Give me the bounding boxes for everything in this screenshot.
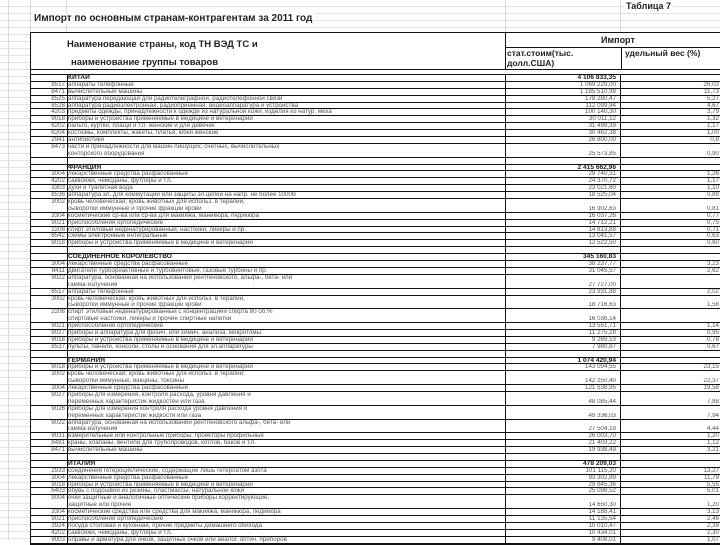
- code-cell: 4203: [51, 109, 65, 116]
- share-cell: 13,27: [703, 467, 719, 474]
- share-cell: 0,90: [706, 150, 719, 157]
- value-cell: 142 250,40: [585, 378, 616, 385]
- value-cell: 18 525,04: [588, 192, 616, 199]
- share-cell: 0,67: [706, 343, 719, 350]
- code-cell: 2208: [51, 226, 65, 233]
- table-row: [31, 385, 720, 392]
- share-cell: 0,77: [706, 212, 719, 219]
- code-cell: 3004: [51, 171, 65, 178]
- name-cell: кровь человеческая; кровь животных для использ. в терапии,: [68, 295, 245, 302]
- value-cell: 23 021,60: [588, 185, 616, 192]
- name-cell: косметические средства или средства для макияжа, маникюра, педикюра: [68, 509, 281, 516]
- code-cell: 6202: [51, 123, 65, 130]
- table-row: [31, 495, 720, 502]
- value-cell: 16 036,14: [588, 316, 616, 323]
- name-cell: приборы и устройства применяемые в медицине и ветеринарии: [68, 364, 253, 371]
- table-row: [31, 116, 720, 123]
- share-cell: 0,75: [706, 219, 719, 226]
- value-cell: 478 209,03: [582, 460, 616, 467]
- table-row: [31, 475, 720, 482]
- share-cell: 1,07: [706, 536, 719, 543]
- table-row: [31, 447, 720, 454]
- share-cell: 2,39: [706, 522, 719, 529]
- value-cell: 14 650,30: [588, 502, 616, 509]
- name-cell: гамма-излучения: [68, 281, 118, 288]
- share-cell: 0,95: [706, 329, 719, 336]
- code-cell: 4202: [51, 178, 65, 185]
- code-cell: 8536: [51, 192, 65, 199]
- value-cell: 9 408,01: [591, 536, 616, 543]
- table-header: [31, 33, 720, 70]
- name-cell: приборы и устройства применяемые в медицине и ветеринарии: [68, 240, 253, 247]
- name-cell: аппаратура передающая для радиотелеграфной, радиотелефонной связи: [68, 95, 283, 102]
- share-cell: 4,44: [706, 426, 719, 433]
- code-cell: 8525: [51, 95, 65, 102]
- name-cell: КИТАЙ: [68, 75, 90, 81]
- value-cell: 11 275,28: [588, 329, 616, 336]
- name-cell: приспособления ортопедические: [68, 323, 164, 330]
- code-cell: 9027: [51, 391, 65, 398]
- country-row: [31, 75, 720, 82]
- name-cell: лекарственные средства расфасованные: [68, 171, 189, 178]
- code-cell: 9022: [51, 419, 65, 426]
- share-cell: 1,58: [706, 302, 719, 309]
- name-cell: сыворотки иммунные, вакцины, токсины: [68, 378, 185, 385]
- table-row: [31, 96, 720, 103]
- country-row: [31, 358, 720, 365]
- name-cell: лекарственные средства расфасованные: [68, 474, 189, 481]
- code-cell: 8473: [51, 143, 65, 150]
- value-cell: 13 041,57: [588, 233, 616, 240]
- name-cell: аппаратура эл. для коммутации или защиты эл.цепей на напр. не более 1000В: [68, 192, 296, 199]
- name-cell: приборы и устройства применяемые в медицине и ветеринарии: [68, 481, 253, 488]
- code-cell: 2941: [51, 137, 65, 144]
- value-cell: 25 098,52: [588, 488, 616, 495]
- value-cell: 7 980,87: [591, 343, 616, 350]
- table-row: [31, 103, 720, 110]
- table-row: [31, 378, 720, 385]
- table-row: [31, 537, 720, 544]
- code-cell: 8471: [51, 88, 65, 95]
- share-cell: 3,21: [706, 447, 719, 454]
- share-cell: 3,23: [706, 261, 719, 268]
- value-cell: 11 135,54: [588, 516, 616, 522]
- share-cell: 5,55: [706, 481, 719, 488]
- empty-row: [31, 247, 720, 254]
- document-title: Импорт по основным странам-контрагентам за 2011 год: [34, 13, 313, 24]
- share-cell: 2,02: [706, 288, 719, 295]
- country-row: [31, 461, 720, 468]
- name-cell: гамма-излучения: [68, 426, 118, 433]
- table-row: [31, 199, 720, 206]
- share-cell: 1,32: [706, 116, 719, 123]
- code-cell: 6403: [51, 488, 65, 495]
- table-row: [31, 123, 720, 130]
- name-cell: аппараты телефонные: [68, 81, 134, 88]
- name-cell: двигатели турбореактивные и турбовинтовые, газовые турбины и пр.: [68, 267, 268, 274]
- table-body: [31, 75, 720, 544]
- table-row: [31, 364, 720, 371]
- table-row: [31, 151, 720, 158]
- share-cell: 1,26: [706, 171, 719, 178]
- value-cell: 29 740,31: [588, 171, 616, 178]
- name-cell: пульты, панели, консоли, столы и основания для эл.аппаратуры: [68, 343, 253, 350]
- table-row: [31, 406, 720, 413]
- code-cell: 9021: [51, 219, 65, 226]
- share-cell: 5,01: [706, 488, 719, 495]
- value-cell: 2 415 662,96: [577, 164, 616, 171]
- header-import: [505, 33, 720, 48]
- name-cell: вычислительные машины: [68, 447, 143, 454]
- value-cell: 30 462,38: [588, 130, 616, 137]
- header-name-line2: наименование группы товаров: [71, 57, 219, 68]
- code-cell: 9021: [51, 323, 65, 330]
- table-row: [31, 289, 720, 296]
- share-cell: 0,78: [706, 336, 719, 343]
- table-row: [31, 309, 720, 316]
- code-cell: 6204: [51, 130, 65, 137]
- value-cell: 31 499,39: [588, 123, 616, 130]
- table-row: [31, 488, 720, 495]
- value-cell: 12 522,50: [588, 240, 616, 247]
- name-cell: очки защитные и аналогичные оптические приборы корректирующие,: [68, 495, 270, 502]
- share-cell: 1,12: [706, 440, 719, 447]
- share-cell: 26,03: [703, 81, 719, 88]
- share-cell: 0,63: [706, 233, 719, 240]
- name-cell: защитные или прочие: [68, 502, 132, 509]
- share-cell: 22,37: [703, 378, 719, 385]
- table-row: [31, 523, 720, 530]
- table-row: [31, 137, 720, 144]
- empty-row: [31, 454, 720, 461]
- header-share-col: удельный вес (%): [621, 48, 720, 69]
- value-cell: 31 045,57: [588, 267, 616, 274]
- share-cell: 19,58: [703, 385, 719, 392]
- table-row: [31, 261, 720, 268]
- value-cell: 25 573,85: [588, 150, 616, 157]
- value-cell: 345 160,83: [582, 254, 616, 261]
- share-cell: 7,88: [706, 398, 719, 405]
- name-cell: приборы и устройства применяемые в медицине и ветеринарии: [68, 116, 253, 123]
- name-cell: схемы электронные интегральные: [68, 233, 168, 240]
- code-cell: 8517: [51, 81, 65, 88]
- share-cell: 0,71: [706, 226, 719, 233]
- code-cell: 8481: [51, 440, 65, 447]
- code-cell: 8537: [51, 343, 65, 350]
- name-cell: лекарственные средства расфасованные: [68, 261, 189, 268]
- code-cell: 9022: [51, 274, 65, 281]
- table-row: [31, 468, 720, 475]
- value-cell: 101 115,20: [585, 467, 616, 474]
- sheet-gridline: [8, 0, 9, 540]
- name-cell: переменных характеристик жидкостей или газа: [68, 398, 205, 405]
- table-row: [31, 89, 720, 96]
- value-cell: 112 099,94: [585, 102, 616, 109]
- value-cell: 19 938,49: [588, 447, 616, 454]
- code-cell: 3304: [51, 509, 65, 516]
- share-cell: 0,8: [710, 137, 719, 144]
- table-row: [31, 323, 720, 330]
- share-cell: 11,79: [703, 474, 719, 481]
- table-number: Таблица 7: [626, 1, 672, 11]
- name-cell: СОЕДИНЕННОЕ КОРОЛЕВСТВО: [68, 254, 172, 261]
- code-cell: 9027: [51, 329, 65, 336]
- name-cell: посуда столовая и кухонная, прочие предметы домашнего обихода: [68, 522, 262, 529]
- value-cell: 143 094,55: [585, 364, 616, 371]
- table-row: [31, 302, 720, 309]
- value-cell: 178 280,47: [585, 95, 616, 102]
- value-cell: 24 370,72: [588, 178, 616, 185]
- name-cell: краны, клапаны, вентили для трубопроводов, котлов, баков и т.п.: [68, 440, 256, 447]
- name-cell: кровь человеческая; кровь животных для использ. в терапии;: [68, 371, 245, 378]
- name-cell: переменных характеристик жидкости или газа: [68, 412, 202, 419]
- name-cell: лекарственные средства расфасованные: [68, 385, 189, 392]
- empty-row: [31, 351, 720, 358]
- value-cell: 100 140,30: [585, 109, 616, 116]
- code-cell: 9018: [51, 240, 65, 247]
- header-name-cell: [31, 33, 506, 69]
- code-cell: 2933: [51, 467, 65, 474]
- table-row: [31, 275, 720, 282]
- table-row: [31, 206, 720, 213]
- share-cell: 1,17: [706, 178, 719, 185]
- name-cell: спирт этиловый неденатурированный, настойки, ликеры и пр.: [68, 226, 246, 233]
- header-name-line1: Наименование страны, код ТН ВЭД ТС и: [67, 39, 258, 50]
- code-cell: 3004: [51, 261, 65, 268]
- share-cell: 1,00: [706, 130, 719, 137]
- name-cell: спирт этиловый неденатурированный с концентрацией спирта 80 об.%: [68, 309, 273, 316]
- value-cell: 4 106 833,35: [577, 75, 616, 81]
- table-row: [31, 296, 720, 303]
- name-cell: приспособления ортопедические: [68, 219, 164, 226]
- name-cell: аппаратура радиоэлектронная, радиоприемная, видеоаппаратура и устройства: [68, 102, 299, 109]
- value-cell: 14 813,88: [588, 226, 616, 233]
- value-cell: 1 074 420,94: [577, 357, 616, 364]
- table-row: [31, 509, 720, 516]
- table-row: [31, 185, 720, 192]
- table-row: [31, 371, 720, 378]
- share-cell: 1,10: [706, 185, 719, 192]
- name-cell: предметы одежды, принадлежности к одежде из натуральной кожи, изделия из натур. меха: [68, 109, 332, 116]
- name-cell: аппараты телефонные: [68, 288, 134, 295]
- table-row: [31, 213, 720, 220]
- value-cell: 18 716,63: [588, 302, 616, 309]
- table-row: [31, 330, 720, 337]
- code-cell: 9018: [51, 364, 65, 371]
- table-row: [31, 426, 720, 433]
- code-cell: 9018: [51, 336, 65, 343]
- name-cell: аппаратура, основанная на использовании рентгеновского альфа-, бета- или: [68, 419, 291, 426]
- share-cell: 1,20: [706, 433, 719, 440]
- share-cell: 23,15: [703, 364, 719, 371]
- header-import-label: Импорт: [601, 35, 635, 45]
- name-cell: кровь человеческая; кровь животных для использ. в терапии,: [68, 199, 245, 206]
- share-cell: 2,30: [706, 529, 719, 536]
- name-cell: саквояжи, чемоданы, футляры и т.п.: [68, 178, 173, 185]
- header-value-col: стат.стоим(тыс. долл.США): [507, 48, 574, 68]
- code-cell: 8528: [51, 102, 65, 109]
- code-cell: 8517: [51, 288, 65, 295]
- value-cell: 23 931,88: [588, 288, 616, 295]
- code-cell: 2208: [51, 309, 65, 316]
- code-cell: 8542: [51, 233, 65, 240]
- share-cell: 11,73: [703, 88, 719, 95]
- code-cell: 8411: [51, 267, 65, 274]
- table-row: [31, 227, 720, 234]
- code-cell: 3002: [51, 295, 65, 302]
- name-cell: косметические ср-ва или ср-ва для макияжа, маникюра, педикюра: [68, 212, 260, 219]
- table-row: [31, 240, 720, 247]
- code-cell: 3004: [51, 385, 65, 392]
- name-cell: приборы для измерения контроля расхода уровня давления и: [68, 405, 248, 412]
- country-row: [31, 254, 720, 261]
- value-cell: 93 302,89: [588, 474, 616, 481]
- name-cell: сыворотки иммунные и прочие фракции крови: [68, 302, 202, 309]
- value-cell: 30 011,12: [588, 116, 616, 123]
- value-cell: 38 237,77: [588, 261, 616, 268]
- name-cell: оправы и арматура для очков, защитных очков или аналог. оптич. приборов: [68, 536, 287, 543]
- value-cell: 27 727,00: [588, 281, 616, 288]
- value-cell: 49 336,03: [588, 412, 616, 419]
- value-cell: 29 645,36: [588, 481, 616, 488]
- value-cell: 14 188,41: [588, 509, 616, 516]
- share-cell: 5,27: [706, 95, 719, 102]
- value-cell: 16 037,26: [588, 212, 616, 219]
- name-cell: духи и туалетная вода: [68, 185, 133, 192]
- name-cell: соединения гетероциклические, содержащие лишь гетероатом азота: [68, 467, 267, 474]
- share-cell: 3,79: [706, 109, 719, 116]
- share-cell: 3,13: [706, 509, 719, 516]
- name-cell: спиртовые настойки, ликеры и прочие спиртные напитки: [68, 316, 232, 323]
- table-row: [31, 82, 720, 89]
- name-cell: костюмы, комплекты, жакеты, платья, юбки женские: [68, 130, 219, 137]
- code-cell: 9018: [51, 116, 65, 123]
- name-cell: измерительные или контрольные приборы; проекторы профильные: [68, 433, 264, 440]
- name-cell: части и принадлежности для машин пишущих, счетных, вычислительных: [68, 143, 280, 150]
- code-cell: 9026: [51, 405, 65, 412]
- code-cell: 3004: [51, 474, 65, 481]
- name-cell: ИТАЛИЯ: [68, 460, 96, 467]
- table-row: [31, 392, 720, 399]
- table-row: [31, 268, 720, 275]
- table-row: [31, 192, 720, 199]
- table-row: [31, 433, 720, 440]
- value-cell: 48 085,44: [588, 398, 616, 405]
- table-row: [31, 420, 720, 427]
- table-row: [31, 109, 720, 116]
- code-cell: 4202: [51, 529, 65, 536]
- code-cell: 3304: [51, 212, 65, 219]
- table-row: [31, 130, 720, 137]
- value-cell: 10 010,47: [588, 522, 616, 529]
- share-cell: 1,20: [706, 502, 719, 509]
- code-cell: 3002: [51, 199, 65, 206]
- import-table: [30, 32, 720, 545]
- value-cell: 26 800,00: [588, 137, 616, 144]
- table-row: [31, 171, 720, 178]
- name-cell: приборы и аппаратура для физич. или химич. анализа, микротомы: [68, 329, 261, 336]
- code-cell: 3002: [51, 371, 65, 378]
- name-cell: конторского оборудования: [68, 150, 145, 157]
- share-cell: 0,60: [706, 240, 719, 247]
- code-cell: 9004: [51, 495, 65, 502]
- value-cell: 1 185 510,98: [579, 88, 616, 95]
- table-row: [31, 178, 720, 185]
- table-row: [31, 233, 720, 240]
- value-cell: 10 434,01: [588, 529, 616, 536]
- table-row: [31, 344, 720, 351]
- share-cell: 2,46: [706, 516, 719, 522]
- name-cell: приспособления ортопедические: [68, 516, 164, 522]
- value-cell: 27 504,19: [588, 426, 616, 433]
- name-cell: ФРАНЦИЯ: [68, 164, 102, 171]
- table-row: [31, 482, 720, 489]
- name-cell: сыворотки иммунные и прочие фракции крови: [68, 205, 202, 212]
- table-row: [31, 413, 720, 420]
- table-row: [31, 399, 720, 406]
- value-cell: 14 712,21: [588, 219, 616, 226]
- share-cell: 1,14: [706, 323, 719, 330]
- share-cell: 0,81: [706, 205, 719, 212]
- value-cell: 9 269,53: [591, 336, 616, 343]
- table-row: [31, 337, 720, 344]
- table-row: [31, 144, 720, 151]
- value-cell: 16 902,63: [588, 205, 616, 212]
- table-row: [31, 530, 720, 537]
- value-cell: 21 403,22: [588, 440, 616, 447]
- table-row: [31, 316, 720, 323]
- name-cell: приборы для измерения, контроля расхода, уровня давления и: [68, 391, 251, 398]
- table-row: [31, 220, 720, 227]
- table-row: [31, 440, 720, 447]
- code-cell: 9031: [51, 433, 65, 440]
- code-cell: 3303: [51, 185, 65, 192]
- share-cell: 7,94: [706, 412, 719, 419]
- share-cell: 2,62: [706, 267, 719, 274]
- table-row: [31, 282, 720, 289]
- name-cell: пальто, куртки, плащи и т.п. женские и для девочек: [68, 123, 215, 130]
- name-cell: приборы и устройства применяемые в медицине и ветеринарии: [68, 336, 253, 343]
- value-cell: 26 003,70: [588, 433, 616, 440]
- code-cell: 9018: [51, 481, 65, 488]
- code-cell: 3924: [51, 522, 65, 529]
- name-cell: антибиотики: [68, 137, 104, 144]
- name-cell: аппаратура, основанная на использовании рентгеновского, альфа-, бета- или: [68, 274, 293, 281]
- code-cell: 8471: [51, 447, 65, 454]
- share-cell: 1,17: [706, 123, 719, 130]
- name-cell: обувь с подошвой из резины, пластмассы, натуральной кожи: [68, 488, 245, 495]
- table-row: [31, 516, 720, 523]
- share-cell: 4,67: [706, 102, 719, 109]
- value-cell: 1 069 229,00: [579, 81, 616, 88]
- name-cell: вычислительные машины: [68, 88, 143, 95]
- code-cell: 9021: [51, 516, 65, 522]
- name-cell: саквояжи, чемоданы, футляры и т.п.: [68, 529, 173, 536]
- value-cell: 121 538,95: [585, 385, 616, 392]
- share-cell: 0,89: [706, 192, 719, 199]
- country-row: [31, 165, 720, 172]
- value-cell: 13 551,71: [588, 323, 616, 330]
- name-cell: ГЕРМАНИЯ: [68, 357, 105, 364]
- empty-row: [31, 158, 720, 165]
- code-cell: 9003: [51, 536, 65, 543]
- table-row: [31, 502, 720, 509]
